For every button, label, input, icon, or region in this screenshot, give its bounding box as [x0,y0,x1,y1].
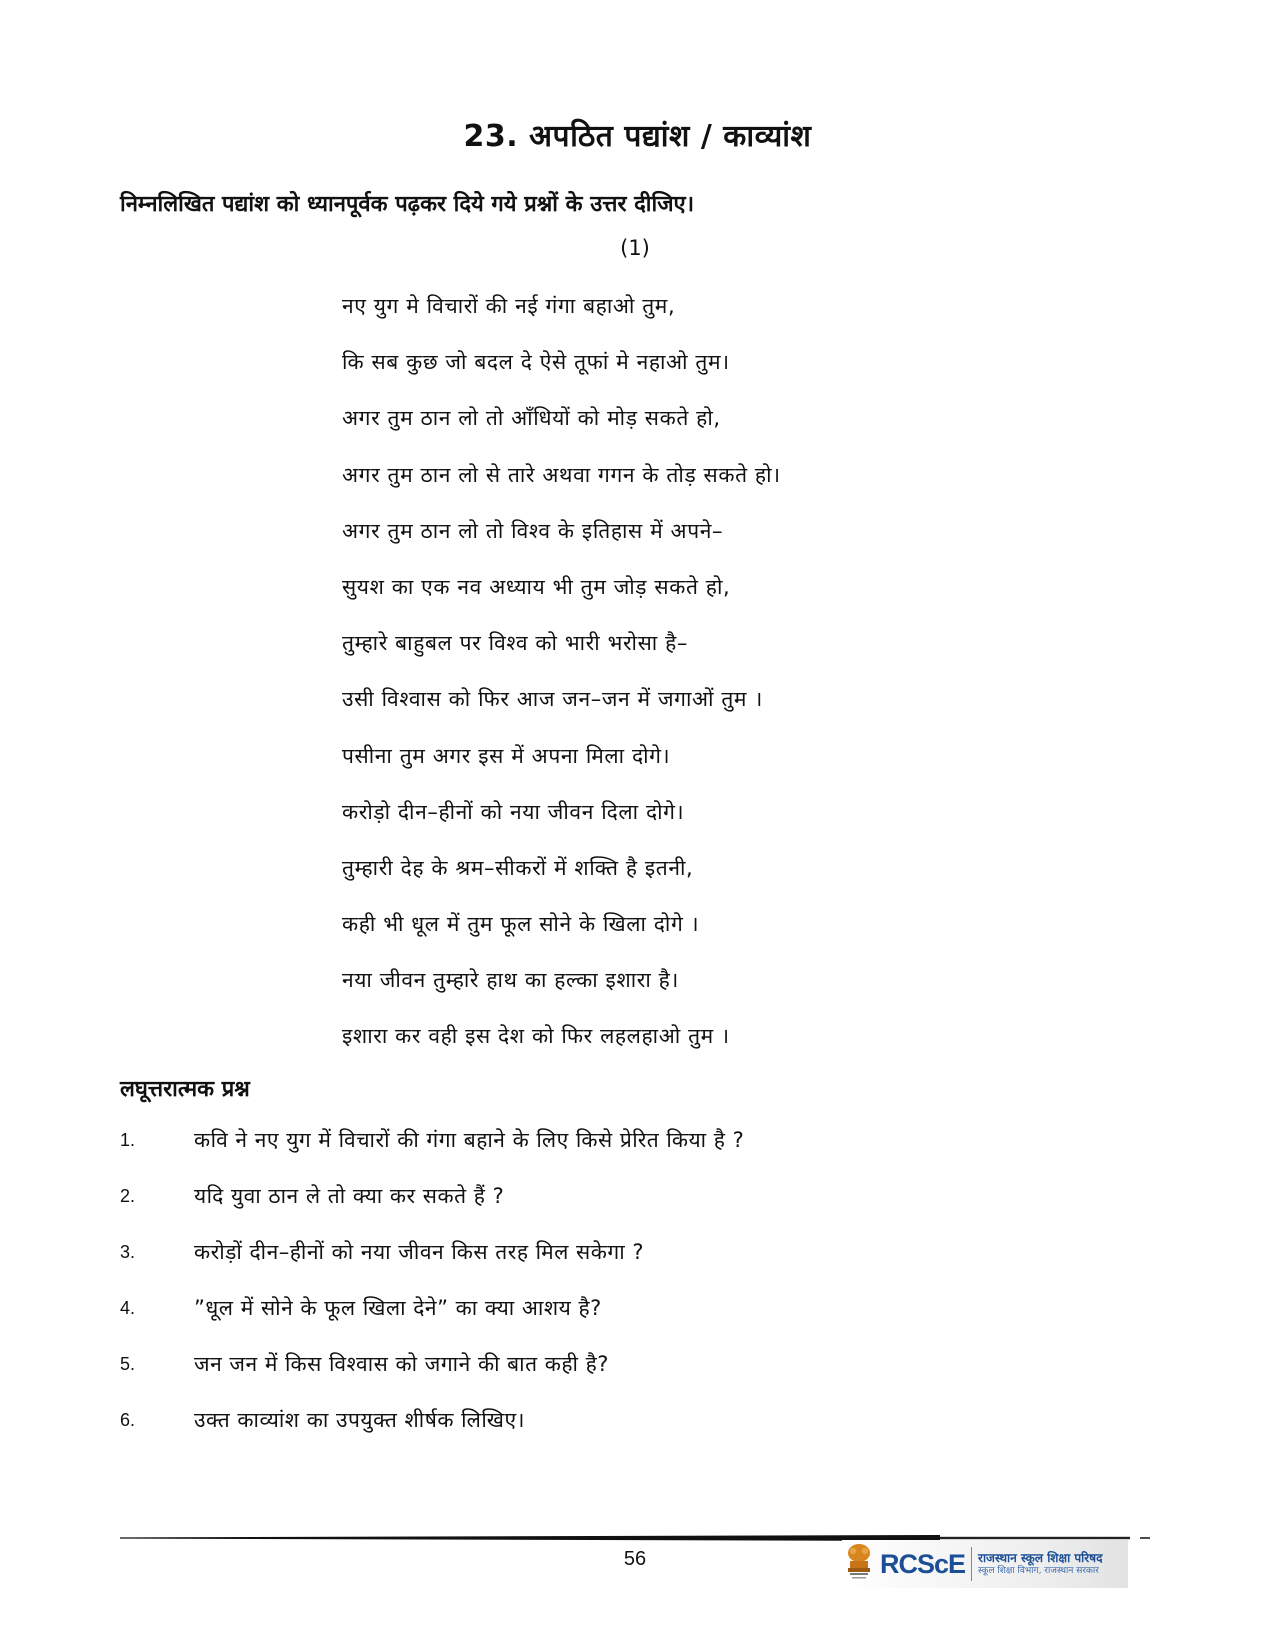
question-item [120,1168,1120,1224]
question-item [120,1112,1120,1168]
question-number: 1. [120,1130,136,1150]
question-text: उक्त काव्यांश का उपयुक्त शीर्षक लिखिए। [194,1408,526,1432]
poem-line: पसीना तुम अगर इस में अपना मिला दोगे। [342,743,671,768]
question-number: 3. [120,1242,136,1262]
poem-line: नए युग मे विचारों की नई गंगा बहाओ तुम, [342,294,676,318]
page-title: 23. अपठित पद्यांश / काव्यांश [463,119,812,154]
poem [342,278,982,1065]
logo-wordmark: RCScE [880,1548,966,1579]
poem-line: तुम्हारी देह के श्रम–सीकरों में शक्ति है इतनी, [342,855,694,880]
question-text: करोड़ों दीन–हीनों को नया जीवन किस तरह मिल सकेगा ? [194,1240,644,1264]
logo-caption [978,1551,1102,1576]
question-text: जन जन में किस विश्वास को जगाने की बात कही है? [194,1352,609,1376]
questions-heading: लघूत्तरात्मक प्रश्न [120,1077,250,1102]
question-text: ”धूल में सोने के फूल खिला देने” का क्या आशय है? [194,1296,602,1320]
question-text: कवि ने नए युग में विचारों की गंगा बहाने के लिए किसे प्रेरित किया है ? [194,1128,745,1152]
question-number: 2. [120,1186,136,1206]
logo-org-name: राजस्थान स्कूल शिक्षा परिषद [978,1551,1103,1566]
logo-org-subtitle: स्कूल शिक्षा विभाग, राजस्थान सरकार [978,1565,1099,1576]
question-number: 4. [120,1298,136,1318]
poem-line: करोड़ो दीन–हीनों को नया जीवन दिला दोगे। [342,799,685,824]
question-item [120,1224,1120,1280]
question-number: 5. [120,1354,136,1374]
instruction-text: निम्नलिखित पद्यांश को ध्यानपूर्वक पढ़कर दिये गये प्रश्नों के उत्तर दीजिए। [120,192,695,217]
question-number: 6. [120,1410,136,1430]
poem-line: उसी विश्वास को फिर आज जन–जन में जगाओं तुम । [342,687,763,712]
poem-line: नया जीवन तुम्हारे हाथ का हल्का इशारा है। [342,968,679,993]
poem-line: इशारा कर वही इस देश को फिर लहलहाओ तुम । [342,1024,730,1049]
poem-line: कही भी धूल में तुम फूल सोने के खिला दोगे । [342,912,700,937]
state-emblem-icon [844,1542,874,1586]
poem-line: अगर तुम ठान लो तो आँधियों को मोड़ सकते हो, [342,406,721,431]
page-number: 56 [623,1548,647,1570]
logo-divider [971,1547,972,1581]
poem-line: कि सब कुछ जो बदल दे ऐसे तूफां मे नहाओ तुम। [342,350,730,375]
question-item [120,1392,1120,1448]
question-item [120,1336,1120,1392]
rcsce-logo [842,1540,1128,1588]
question-list [120,1112,1120,1448]
poem-line: अगर तुम ठान लो तो विश्व के इतिहास में अपने– [342,518,724,543]
poem-line: सुयश का एक नव अध्याय भी तुम जोड़ सकते हो, [342,574,731,599]
question-text: यदि युवा ठान ले तो क्या कर सकते हैं ? [194,1184,505,1208]
question-item [120,1280,1120,1336]
poem-number: (1) [620,236,650,260]
poem-line: तुम्हारे बाहुबल पर विश्व को भारी भरोसा है– [342,631,688,656]
poem-line: अगर तुम ठान लो से तारे अथवा गगन के तोड़ सकते हो। [342,462,781,487]
